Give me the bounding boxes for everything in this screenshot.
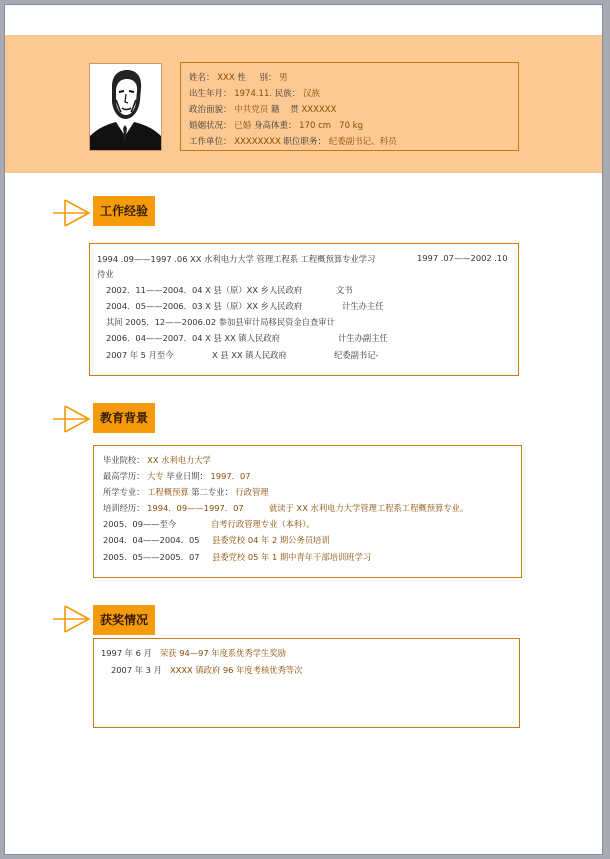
school-row: 毕业院校： XX 水利电力大学 <box>103 455 211 465</box>
work-line: 2007 年 5 月至今 <box>106 350 174 360</box>
work-line: 2002．11——2004．04 X 县（原）XX 乡人民政府 <box>106 285 303 295</box>
award-line: 1997 年 6 月 <box>101 648 152 658</box>
work-line: X 县 XX 镇人民政府 <box>212 350 287 360</box>
work-unit-row: 工作单位： XXXXXXXX 职位职务： 纪委副书记、科员 <box>189 137 397 147</box>
training-line: 就读于 XX 水利电力大学管理工程系工程概预算专业。 <box>269 503 469 513</box>
personal-info-box <box>180 62 519 151</box>
awards-box <box>93 638 520 728</box>
portrait-icon <box>90 64 161 150</box>
training-line: 县委党校 04 年 2 期公务员培训 <box>212 535 330 545</box>
education-section-title: 教育背景 <box>93 403 155 433</box>
awards-section-title: 获奖情况 <box>93 605 155 635</box>
award-line: XXXX 镇政府 96 年度考核优秀等次 <box>170 665 303 675</box>
work-line: 2006．04——2007．04 X 县 XX 镇人民政府 <box>106 333 280 343</box>
work-line: 1994 .09——1997 .06 XX 水利电力大学 管理工程系 工程概预算专业学习 <box>97 254 376 264</box>
award-line: 荣获 94—97 年度系优秀学生奖励 <box>160 648 286 658</box>
training-line: 2005．09——至今 <box>103 519 177 529</box>
resume-page <box>4 4 603 855</box>
work-experience-box <box>89 243 519 376</box>
section-arrow-icon <box>51 403 91 435</box>
work-line: 2004．05——2006．03 X 县（原）XX 乡人民政府 <box>106 301 303 311</box>
work-line: 其间 2005．12——2006.02 参加县审计局移民资金自查审计 <box>106 317 335 327</box>
training-line: 2004．04——2004．05 <box>103 535 200 545</box>
work-line: 文书 <box>336 285 353 295</box>
work-section-title: 工作经验 <box>93 196 155 226</box>
work-line: 纪委副书记- <box>334 350 379 360</box>
marital-row: 婚姻状况： 已婚 身高体重： 170 cm 70 kg <box>189 121 363 131</box>
name-row: 姓名： XXX 性 别： 男 <box>189 73 288 83</box>
profile-photo <box>89 63 162 151</box>
header-banner <box>5 35 602 173</box>
work-line: 计生办主任 <box>342 301 384 311</box>
work-line: 计生办副主任 <box>338 333 388 343</box>
section-arrow-icon <box>51 603 91 635</box>
politics-row: 政治面貌： 中共党员 籍 贯 XXXXXX <box>189 105 337 115</box>
work-line: 待业 <box>97 269 114 279</box>
birth-row: 出生年月： 1974.11. 民族： 汉族 <box>189 89 321 99</box>
section-arrow-icon <box>51 197 91 229</box>
degree-row: 最高学历： 大专 毕业日期： 1997．07 <box>103 471 251 481</box>
training-line: 2005．05——2005．07 <box>103 552 200 562</box>
major-row: 所学专业： 工程概预算 第二专业： 行政管理 <box>103 487 269 497</box>
award-line: 2007 年 3 月 <box>111 665 162 675</box>
training-line: 县委党校 05 年 1 期中青年干部培训班学习 <box>212 552 372 562</box>
training-line: 自考行政管理专业（本科）。 <box>211 519 315 529</box>
work-line: 1997 .07——2002 .10 <box>417 253 508 263</box>
education-box <box>93 445 522 578</box>
training-row: 培训经历： 1994．09——1997．07 <box>103 503 244 513</box>
